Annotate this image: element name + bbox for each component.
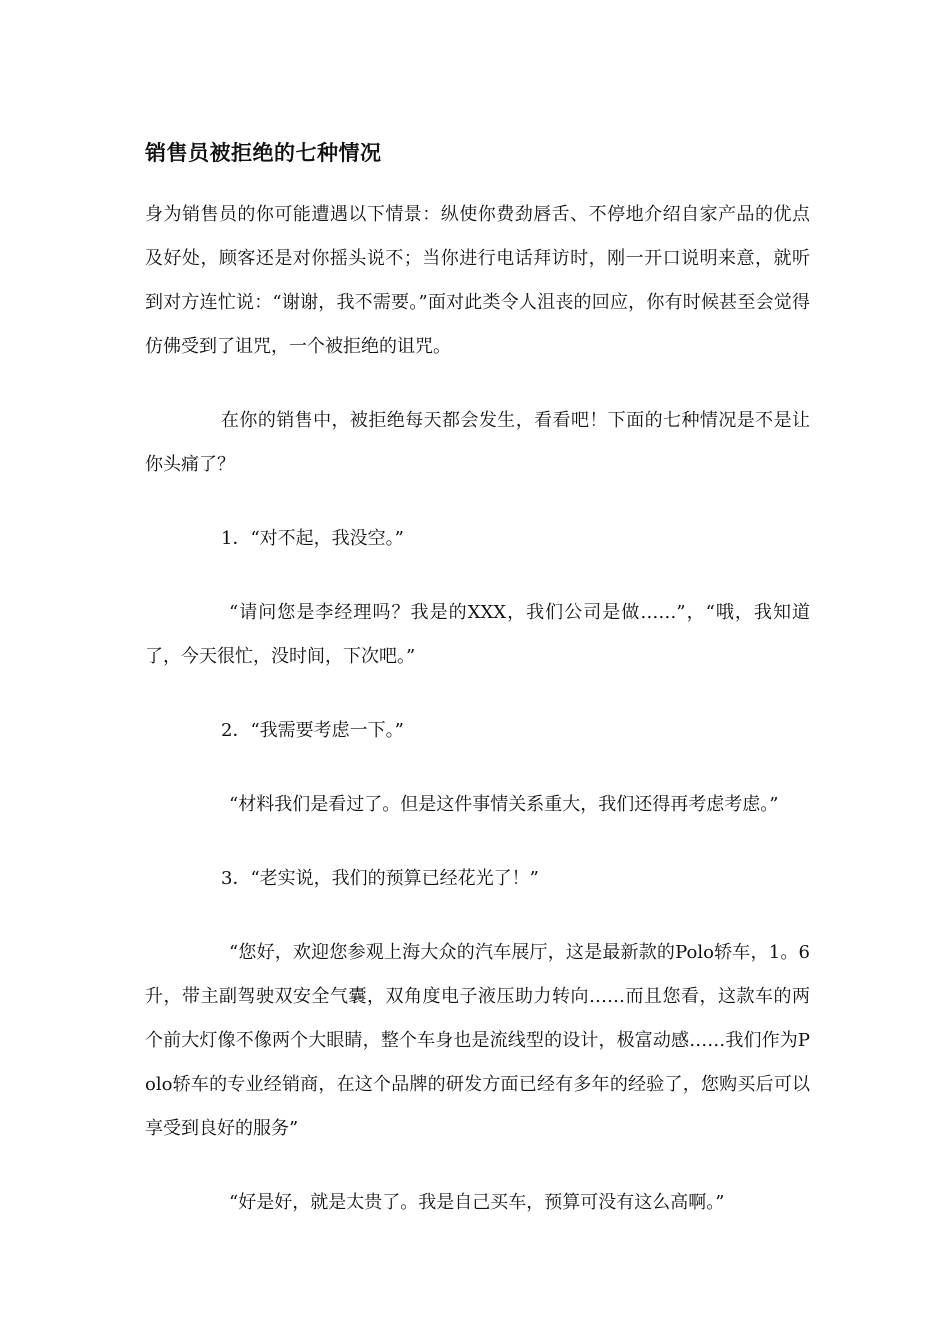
document-page — [145, 135, 810, 1255]
case-heading-3: 3．“老实说，我们的预算已经花光了！” — [221, 868, 539, 889]
case-heading-1: 1．“对不起，我没空。” — [221, 528, 404, 549]
intro-paragraph: 身为销售员的你可能遭遇以下情景：纵使你费劲唇舌、不停地介绍自家产品的优点及好处，顾客还是对你摇头说不；当你进行电话拜访时，刚一开口说明来意，就听到对方连忙说：“谢谢，我不需要。”面对此类令人沮丧的回应，你有时候甚至会觉得仿佛受到了诅咒，一个被拒绝的诅咒。 — [145, 204, 810, 357]
lead-paragraph: 在你的销售中，被拒绝每天都会发生，看看吧！下面的七种情况是不是让你头痛了？ — [145, 410, 810, 475]
case-heading-2: 2．“我需要考虑一下。” — [221, 720, 404, 741]
case-dialogue-2: “材料我们是看过了。但是这件事情关系重大，我们还得再考虑考虑。” — [229, 794, 779, 815]
case-dialogue-3b: “好是好，就是太贵了。我是自己买车，预算可没有这么高啊。” — [229, 1192, 725, 1213]
document-title: 销售员被拒绝的七种情况 — [145, 141, 382, 165]
case-dialogue-1: “请问您是李经理吗？我是的XXX，我们公司是做……”，“哦，我知道了，今天很忙，没时间，下次吧。” — [145, 602, 810, 667]
case-dialogue-3a: “您好，欢迎您参观上海大众的汽车展厅，这是最新款的Polo轿车，1。6升，带主副驾驶双安全气囊，双角度电子液压助力转向……而且您看，这款车的两个前大灯像不像两个大眼睛，整个车身也是流线型的设计，极富动感……我们作为Polo轿车的专业经销商，在这个品牌的研发方面已经有多年的经验了，您购买后可以享受到良好的服务” — [145, 942, 810, 1139]
